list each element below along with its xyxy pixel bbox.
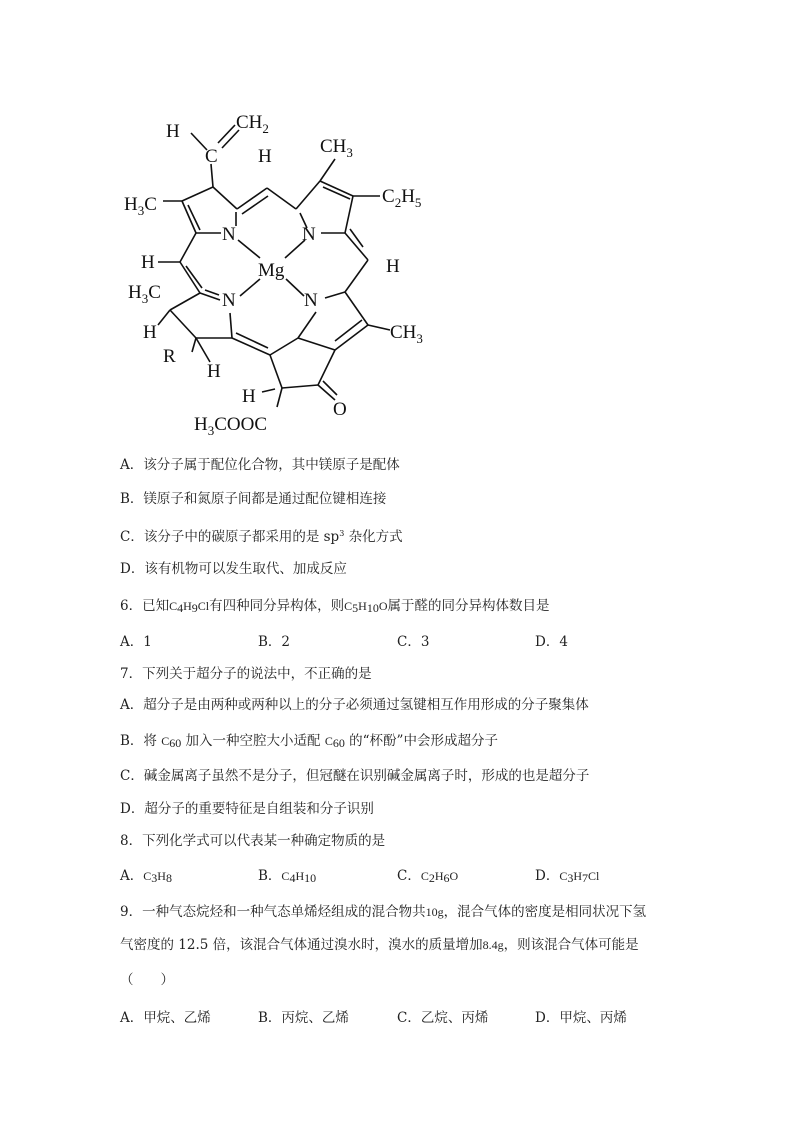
q9-stem-line2: 气密度的 12.5 倍，该混合气体通过溴水时，溴水的质量增加8.4g，则该混合气体可能是 xyxy=(120,937,639,953)
q9-option-d: D．甲烷、丙烯 xyxy=(535,1010,627,1026)
q9-option-a: A．甲烷、乙烯 xyxy=(120,1010,211,1026)
q9-option-c: C．乙烷、丙烯 xyxy=(397,1010,489,1026)
q5-option-c: C．该分子中的碳原子都采用的是 $sp^3$ 杂化方式 xyxy=(120,529,403,545)
q6-stem: 6．已知$C_4H_9Cl$有四种同分异构体，则$C_5H_{10}O$属于醛的同分异构体数目是 xyxy=(120,598,550,615)
q5-option-b: B．镁原子和氮原子间都是通过配位键相连接 xyxy=(120,491,387,507)
q7-option-b: B．将 $C_{60}$ 加入一种空腔大小适配 $C_{60}$ 的“杯酚”中会形成超分子 xyxy=(120,733,498,750)
atom-vinyl-c: C xyxy=(205,146,218,167)
atom-h3c-left: $H_3C$ xyxy=(124,194,157,218)
q8-option-b: B．$C_4H_{10}$ xyxy=(258,868,317,885)
q7-stem: 7．下列关于超分子的说法中，不正确的是 xyxy=(120,666,372,682)
q5-option-d: D．该有机物可以发生取代、加成反应 xyxy=(120,561,347,577)
q8-option-d: D．$C_3H_7Cl$ xyxy=(535,868,600,885)
atom-h-left: H xyxy=(141,252,155,273)
atom-h-ring2: H xyxy=(207,361,221,382)
atom-n4: N xyxy=(304,290,318,311)
q9-answer-paren: （ ） xyxy=(120,972,174,988)
q7-option-d: D．超分子的重要特征是自组装和分子识别 xyxy=(120,801,374,817)
atom-o: O xyxy=(333,399,347,420)
q9-option-b: B．丙烷、乙烯 xyxy=(258,1010,349,1026)
atom-h-bottom: H xyxy=(242,386,256,407)
atom-ch3-right: $CH_3$ xyxy=(390,322,423,346)
atom-n1: N xyxy=(222,224,236,245)
q6-option-b: B．2 xyxy=(258,634,291,650)
atom-n3: N xyxy=(222,290,236,311)
atom-ch3-top: $CH_3$ xyxy=(320,136,353,160)
q8-option-c: C．$C_2H_6O$ xyxy=(397,868,459,885)
atom-h-vinyl: H xyxy=(166,121,180,142)
q6-option-d: D．4 xyxy=(535,634,568,650)
atom-ch2: $CH_2$ xyxy=(236,112,269,136)
atom-c2h5: $C_2H_5$ xyxy=(382,186,422,210)
q8-stem: 8．下列化学式可以代表某一种确定物质的是 xyxy=(120,833,386,849)
molecule-structure-diagram xyxy=(110,105,450,440)
atom-h3c-low: $H_3C$ xyxy=(128,282,161,306)
q9-stem-line1: 9．一种气态烷烃和一种气态单烯烃组成的混合物共10g，混合气体的密度是相同状况下氢 xyxy=(120,904,647,920)
atom-n2: N xyxy=(302,224,316,245)
atom-h-top: H xyxy=(258,146,272,167)
q5-option-a: A．该分子属于配位化合物，其中镁原子是配体 xyxy=(120,457,400,473)
q7-option-c: C．碱金属离子虽然不是分子，但冠醚在识别碱金属离子时，形成的也是超分子 xyxy=(120,768,590,784)
atom-ester: $H_3COOC$ xyxy=(194,414,268,438)
atom-r: R xyxy=(163,346,176,367)
q6-option-a: A．1 xyxy=(120,634,152,650)
q7-option-a: A．超分子是由两种或两种以上的分子必须通过氢键相互作用形成的分子聚集体 xyxy=(120,697,589,713)
q6-option-c: C．3 xyxy=(397,634,430,650)
atom-h-ring: H xyxy=(143,322,157,343)
q8-option-a: A．$C_3H_8$ xyxy=(120,868,172,885)
atom-h-right: H xyxy=(386,256,400,277)
atom-mg: Mg xyxy=(258,260,285,281)
